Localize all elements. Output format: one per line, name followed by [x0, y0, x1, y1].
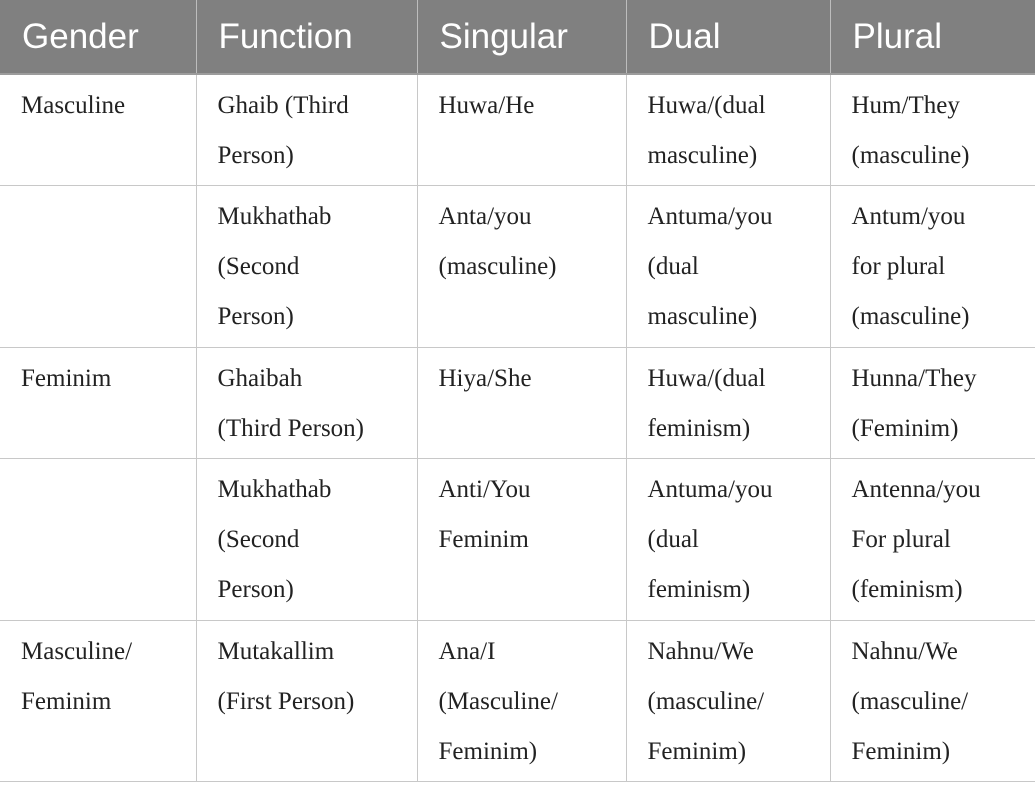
cell-plural: Antenna/you For plural (feminism) — [830, 459, 1035, 621]
cell-plural: Nahnu/We (masculine/ Feminim) — [830, 621, 1035, 782]
table-header — [0, 0, 1035, 74]
header-singular: Singular — [417, 0, 626, 74]
header-plural: Plural — [830, 0, 1035, 74]
cell-dual: Antuma/you (dual masculine) — [626, 186, 830, 348]
header-dual: Dual — [626, 0, 830, 74]
cell-dual: Antuma/you (dual feminism) — [626, 459, 830, 621]
table-row — [0, 348, 1035, 459]
table-row — [0, 74, 1035, 186]
cell-plural: Hunna/They (Feminim) — [830, 348, 1035, 459]
cell-gender: Masculine/ Feminim — [0, 621, 196, 782]
table-body — [0, 74, 1035, 782]
cell-dual: Huwa/(dual feminism) — [626, 348, 830, 459]
cell-gender — [0, 459, 196, 621]
cell-function: Mukhathab (Second Person) — [196, 459, 417, 621]
header-function: Function — [196, 0, 417, 74]
table-row — [0, 459, 1035, 621]
cell-function: Mukhathab (Second Person) — [196, 186, 417, 348]
cell-dual: Huwa/(dual masculine) — [626, 74, 830, 186]
cell-gender: Masculine — [0, 74, 196, 186]
cell-singular: Hiya/She — [417, 348, 626, 459]
cell-singular: Huwa/He — [417, 74, 626, 186]
cell-plural: Hum/They (masculine) — [830, 74, 1035, 186]
cell-dual: Nahnu/We (masculine/ Feminim) — [626, 621, 830, 782]
cell-singular: Ana/I (Masculine/ Feminim) — [417, 621, 626, 782]
cell-gender — [0, 186, 196, 348]
header-row — [0, 0, 1035, 74]
cell-function: Mutakallim (First Person) — [196, 621, 417, 782]
cell-gender: Feminim — [0, 348, 196, 459]
cell-singular: Anta/you (masculine) — [417, 186, 626, 348]
cell-function: Ghaibah (Third Person) — [196, 348, 417, 459]
cell-plural: Antum/you for plural (masculine) — [830, 186, 1035, 348]
table-row — [0, 621, 1035, 782]
cell-singular: Anti/You Feminim — [417, 459, 626, 621]
table-row — [0, 186, 1035, 348]
header-gender: Gender — [0, 0, 196, 74]
cell-function: Ghaib (Third Person) — [196, 74, 417, 186]
